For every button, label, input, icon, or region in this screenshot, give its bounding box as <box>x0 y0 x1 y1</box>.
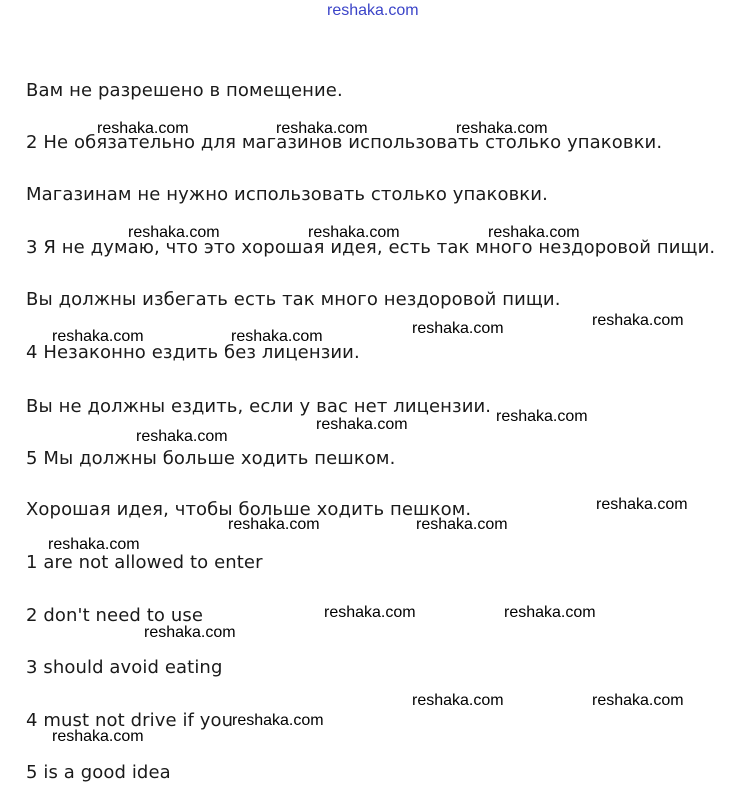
line-3: Магазинам не нужно использовать столько упаковки. <box>26 184 548 205</box>
line-9: Хорошая идея, чтобы больше ходить пешком. <box>26 499 472 520</box>
watermark: reshaka.com <box>276 120 368 137</box>
line-7: Вы не должны ездить, если у вас нет лицензии. <box>26 396 492 417</box>
line-6: 4 Незаконно ездить без лицензии. <box>26 342 360 363</box>
watermark: reshaka.com <box>136 428 228 445</box>
watermark: reshaka.com <box>416 516 508 533</box>
watermark: reshaka.com <box>52 728 144 745</box>
line-4: 3 Я не думаю, что это хорошая идея, есть так много нездоровой пищи. <box>26 237 716 258</box>
watermark: reshaka.com <box>128 224 220 241</box>
watermark: reshaka.com <box>496 408 588 425</box>
watermark: reshaka.com <box>592 692 684 709</box>
watermark: reshaka.com <box>144 624 236 641</box>
line-13: 4 must not drive if you <box>26 710 234 731</box>
watermark: reshaka.com <box>324 604 416 621</box>
watermark: reshaka.com <box>592 312 684 329</box>
line-10: 1 are not allowed to enter <box>26 552 263 573</box>
watermark: reshaka.com <box>48 536 140 553</box>
line-1: Вам не разрешено в помещение. <box>26 80 343 101</box>
line-14: 5 is a good idea <box>26 762 171 783</box>
watermark: reshaka.com <box>488 224 580 241</box>
watermark: reshaka.com <box>228 516 320 533</box>
watermark: reshaka.com <box>231 328 323 345</box>
watermark: reshaka.com <box>504 604 596 621</box>
watermark: reshaka.com <box>412 320 504 337</box>
watermark: reshaka.com <box>232 712 324 729</box>
line-2: 2 Не обязательно для магазинов использовать столько упаковки. <box>26 132 663 153</box>
line-12: 3 should avoid eating <box>26 657 223 678</box>
watermark: reshaka.com <box>412 692 504 709</box>
watermark: reshaka.com <box>52 328 144 345</box>
watermark: reshaka.com <box>97 120 189 137</box>
header-watermark[interactable]: reshaka.com <box>327 2 419 19</box>
line-5: Вы должны избегать есть так много нездоровой пищи. <box>26 289 561 310</box>
watermark: reshaka.com <box>596 496 688 513</box>
watermark: reshaka.com <box>456 120 548 137</box>
watermark: reshaka.com <box>308 224 400 241</box>
line-11: 2 don't need to use <box>26 605 204 626</box>
watermark: reshaka.com <box>316 416 408 433</box>
line-8: 5 Мы должны больше ходить пешком. <box>26 448 396 469</box>
